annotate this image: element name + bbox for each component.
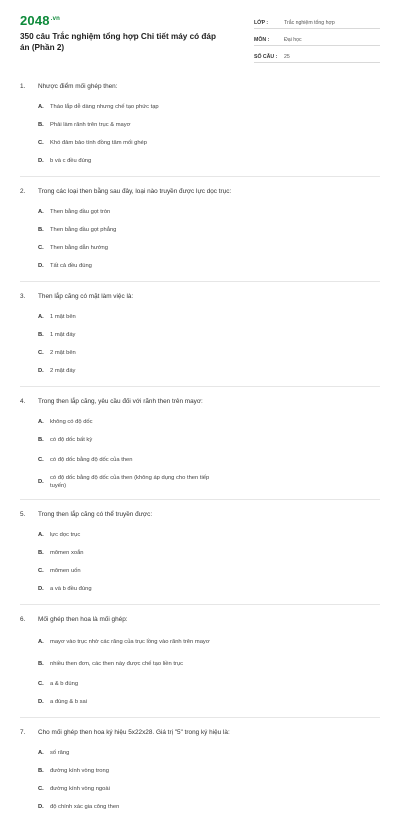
option-letter: C. [38, 568, 44, 574]
meta-row-class [254, 14, 380, 29]
question-heading [20, 508, 380, 521]
question-text: Then lắp căng có mặt làm việc là: [38, 293, 134, 300]
answer-option[interactable] [38, 562, 210, 580]
question-text: Trong các loại then bằng sau đây, loại nào truyền được lực dọc trục: [38, 188, 232, 195]
option-text: Then bằng đầu gọt phẳng [50, 227, 117, 233]
option-letter: A. [38, 419, 44, 425]
option-letter: C. [38, 457, 44, 463]
meta-value: 25 [284, 54, 290, 60]
option-text: Khó đảm bảo tính đồng tâm mối ghép [50, 140, 148, 146]
question-text: Cho mối ghép then hoa ký hiệu 5x22x28. Giá trị "5" trong ký hiệu là: [38, 729, 230, 736]
option-text: Tất cả đều đúng [50, 263, 92, 269]
answer-option[interactable] [38, 693, 210, 711]
meta-label: MÔN : [254, 37, 270, 43]
question-heading [20, 185, 380, 198]
question-item [20, 185, 380, 282]
meta-row-count [254, 48, 380, 63]
option-letter: D. [38, 158, 44, 164]
option-text: độ chính xác gia công then [50, 804, 120, 810]
option-text: a đúng & b sai [50, 699, 88, 705]
question-text: Trong then lắp căng có thể truyền được: [38, 511, 153, 518]
option-text: mayơ vào trục nhờ các răng của trục lồng vào rãnh trên mayơ [50, 639, 210, 645]
meta-info [254, 14, 380, 65]
meta-value: Trắc nghiệm tổng hợp [284, 20, 335, 26]
option-letter: B. [38, 550, 44, 556]
option-text: đường kính vòng ngoài [50, 786, 110, 792]
option-letter: D. [38, 586, 44, 592]
option-letter: D. [38, 368, 44, 374]
answer-option[interactable] [38, 203, 210, 221]
logo-suffix: .vn [50, 15, 61, 22]
question-heading [20, 726, 380, 739]
question-item [20, 395, 380, 500]
answer-option[interactable] [38, 344, 210, 362]
answer-option[interactable] [38, 580, 210, 598]
question-heading [20, 290, 380, 303]
question-number: 1. [20, 83, 26, 90]
option-letter: B. [38, 437, 44, 443]
option-text: Then bằng đầu gọt tròn [50, 209, 111, 215]
option-text: có độ dốc bằng độ dốc của then (không áp dụng cho then tiếp tuyến) [50, 475, 210, 489]
question-text: Trong then lắp căng, yêu cầu đối với rãnh then trên mayơ: [38, 398, 203, 405]
question-list [20, 80, 380, 830]
document-title: 350 câu Trắc nghiệm tổng hợp Chi tiết máy có đáp án (Phần 2) [20, 32, 216, 52]
option-letter: C. [38, 140, 44, 146]
answer-option[interactable] [38, 116, 210, 134]
question-heading [20, 613, 380, 626]
answer-options [38, 308, 380, 380]
answer-option[interactable] [38, 239, 210, 257]
option-text: đường kính vòng trong [50, 768, 109, 774]
answer-option[interactable] [38, 431, 210, 449]
answer-options [38, 526, 380, 598]
answer-option[interactable] [38, 471, 210, 493]
answer-options [38, 203, 380, 275]
option-text: 2 mặt đáy [50, 368, 76, 374]
option-letter: B. [38, 227, 44, 233]
option-text: có độ dốc bất kỳ [50, 437, 93, 443]
option-letter: C. [38, 681, 44, 687]
answer-option[interactable] [38, 221, 210, 239]
meta-label: SỐ CÂU : [254, 54, 278, 60]
question-item [20, 726, 380, 822]
site-logo[interactable] [20, 13, 60, 28]
question-number: 2. [20, 188, 26, 195]
question-text: Mối ghép then hoa là mối ghép: [38, 616, 128, 623]
answer-option[interactable] [38, 653, 210, 675]
option-letter: B. [38, 768, 44, 774]
meta-row-subject [254, 31, 380, 46]
option-text: 1 mặt bên [50, 314, 76, 320]
option-letter: B. [38, 661, 44, 667]
option-text: a & b đúng [50, 681, 79, 687]
question-number: 7. [20, 729, 26, 736]
question-item [20, 508, 380, 605]
option-text: Phải làm rãnh trên trục & mayơ [50, 122, 131, 128]
option-text: Tháo lắp dễ dàng nhưng chế tạo phức tạp [50, 104, 159, 110]
question-heading [20, 395, 380, 408]
option-letter: C. [38, 786, 44, 792]
option-letter: A. [38, 639, 44, 645]
option-letter: C. [38, 350, 44, 356]
answer-option[interactable] [38, 449, 210, 471]
option-text: lực dọc trục [50, 532, 81, 538]
option-letter: D. [38, 804, 44, 810]
option-text: mômen uốn [50, 568, 81, 574]
answer-option[interactable] [38, 98, 210, 116]
option-letter: A. [38, 314, 44, 320]
option-letter: B. [38, 332, 44, 338]
option-text: không có độ dốc [50, 419, 93, 425]
option-letter: A. [38, 104, 44, 110]
option-text: b và c đều đúng [50, 158, 92, 164]
answer-option[interactable] [38, 134, 210, 152]
question-item [20, 613, 380, 718]
option-text: Then bằng dẫn hướng [50, 245, 108, 251]
answer-option[interactable] [38, 744, 210, 762]
option-text: 2 mặt bên [50, 350, 76, 356]
answer-option[interactable] [38, 544, 210, 562]
answer-option[interactable] [38, 152, 210, 170]
answer-option[interactable] [38, 526, 210, 544]
option-letter: A. [38, 750, 44, 756]
meta-value: Đại học [284, 37, 302, 43]
logo-main: 2048 [20, 13, 50, 28]
question-number: 3. [20, 293, 26, 300]
option-text: a và b đều đúng [50, 586, 92, 592]
answer-option[interactable] [38, 631, 210, 653]
answer-options [38, 744, 380, 816]
option-letter: A. [38, 532, 44, 538]
option-text: nhiều then đơn, các then này được chế tạo liền trục [50, 661, 183, 667]
answer-option[interactable] [38, 675, 210, 693]
option-letter: D. [38, 263, 44, 269]
answer-option[interactable] [38, 780, 210, 798]
option-text: số răng [50, 750, 70, 756]
question-number: 5. [20, 511, 26, 518]
answer-option[interactable] [38, 762, 210, 780]
option-letter: D. [38, 479, 44, 485]
answer-option[interactable] [38, 413, 210, 431]
option-letter: C. [38, 245, 44, 251]
question-number: 6. [20, 616, 26, 623]
page-header [0, 0, 400, 74]
answer-option[interactable] [38, 798, 210, 816]
option-letter: D. [38, 699, 44, 705]
question-heading [20, 80, 380, 93]
answer-options [38, 413, 380, 493]
question-item [20, 290, 380, 387]
answer-option[interactable] [38, 362, 210, 380]
answer-option[interactable] [38, 326, 210, 344]
meta-label: LỚP : [254, 20, 269, 26]
option-text: 1 mặt đáy [50, 332, 76, 338]
option-text: có độ dốc bằng độ dốc của then [50, 457, 133, 463]
answer-options [38, 631, 380, 711]
answer-option[interactable] [38, 257, 210, 275]
question-item [20, 80, 380, 177]
option-letter: A. [38, 209, 44, 215]
option-letter: B. [38, 122, 44, 128]
question-number: 4. [20, 398, 26, 405]
option-text: mômen xoắn [50, 550, 84, 556]
answer-options [38, 98, 380, 170]
question-text: Nhược điểm mối ghép then: [38, 83, 118, 90]
answer-option[interactable] [38, 308, 210, 326]
